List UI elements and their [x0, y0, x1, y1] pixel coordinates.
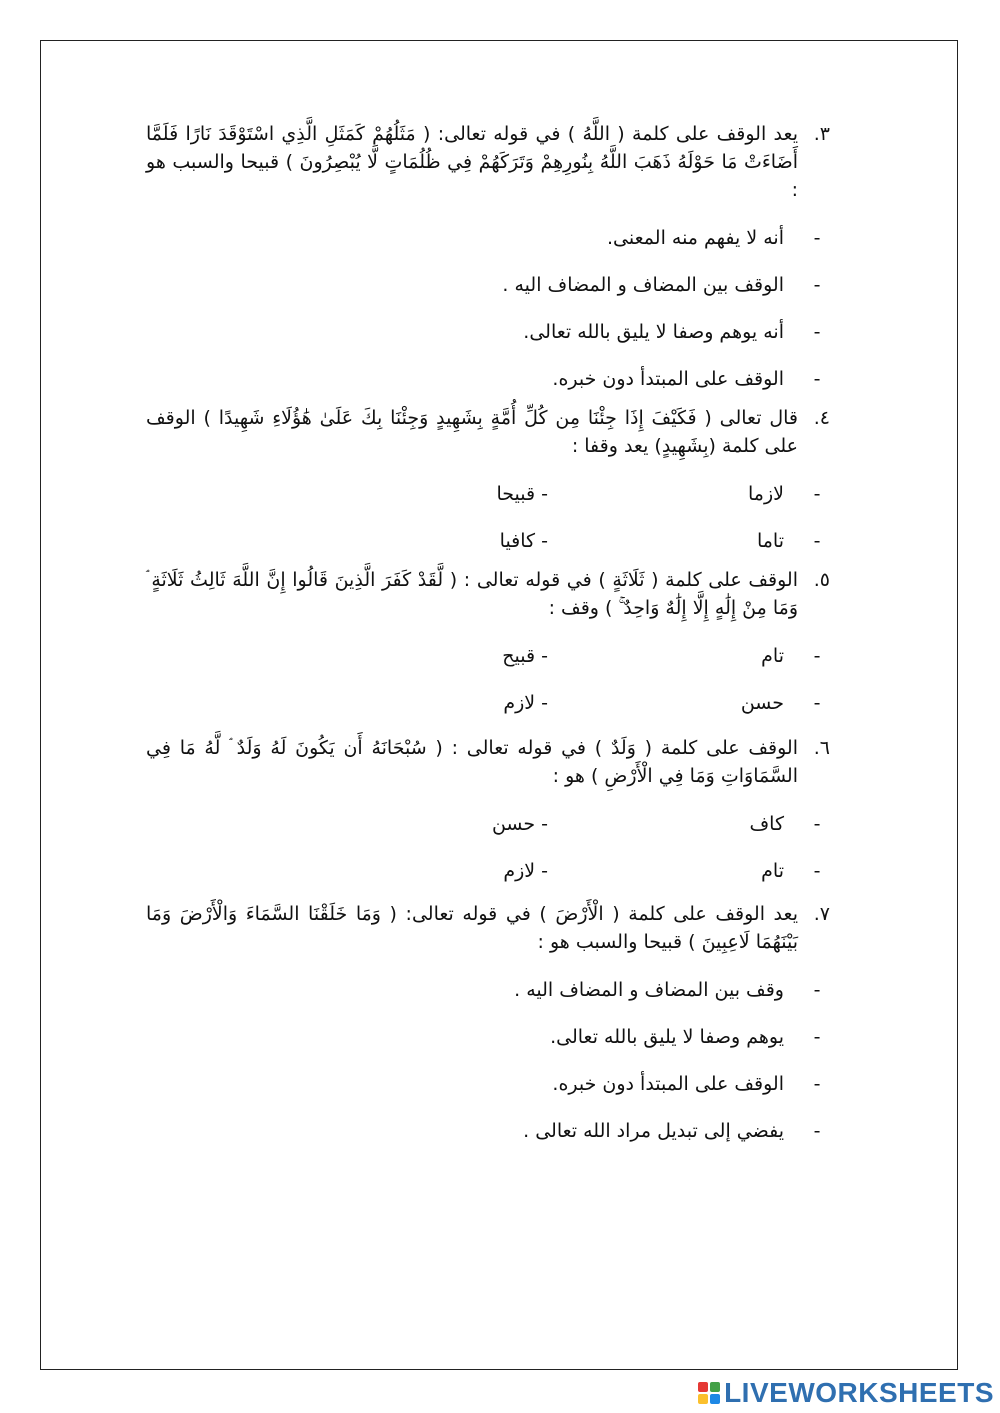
- question-text: يعد الوقف على كلمة ( اللَّهُ ) في قوله تعالى: ( مَثَلُهُمْ كَمَثَلِ الَّذِي اسْتَوْقَدَ نَارًا فَلَمَّا أَضَاءَتْ مَا حَوْلَهُ ذَهَبَ اللَّهُ بِنُورِهِمْ وَتَرَكَهُمْ فِي ظُلُمَاتٍ لَّا يُبْصِرُونَ ) قبيحا والسبب هو :: [146, 123, 798, 201]
- question-3: [146, 120, 830, 204]
- option-text[interactable]: تاما: [756, 529, 784, 552]
- bullet-dash: -: [813, 226, 821, 249]
- bullet-dash: -: [813, 1025, 821, 1048]
- logo-square: [710, 1394, 720, 1404]
- question-number: ٤.: [813, 407, 830, 429]
- logo-square: [710, 1382, 720, 1392]
- bullet-dash: -: [813, 273, 821, 296]
- option-item[interactable]: [146, 308, 830, 355]
- question-text: قال تعالى ( فَكَيْفَ إِذَا جِئْنَا مِن كُلِّ أُمَّةٍ بِشَهِيدٍ وَجِئْنَا بِكَ عَلَىٰ هَٰؤُلَاءِ شَهِيدًا ) الوقف على كلمة (بِشَهِيدٍ) يعد وقفا :: [146, 407, 798, 457]
- option-row: [146, 800, 830, 847]
- option-text[interactable]: كاف: [749, 812, 784, 835]
- option-text[interactable]: تام: [761, 859, 784, 882]
- bullet-dash: -: [813, 482, 821, 505]
- option-item[interactable]: [146, 261, 830, 308]
- question-text: الوقف على كلمة ( وَلَدٌ ) في قوله تعالى : ( سُبْحَانَهُ أَن يَكُونَ لَهُ وَلَدٌ ۘ لَّهُ مَا فِي السَّمَاوَاتِ وَمَا فِي الْأَرْضِ ) هو :: [146, 737, 798, 787]
- option-text[interactable]: لازما: [748, 482, 784, 505]
- liveworksheets-footer[interactable]: [698, 1377, 994, 1409]
- option-text: الوقف بين المضاف و المضاف اليه .: [502, 273, 784, 296]
- question-5: [146, 566, 830, 622]
- option-row: [146, 470, 830, 517]
- option-item[interactable]: [146, 1013, 830, 1060]
- option-text: يوهم وصفا لا يليق بالله تعالى.: [550, 1025, 784, 1048]
- worksheet-content: [146, 120, 830, 1154]
- options-q6: [146, 800, 830, 894]
- bullet-dash: -: [813, 1072, 821, 1095]
- logo-square: [698, 1394, 708, 1404]
- brand-name: LIVEWORKSHEETS: [724, 1377, 994, 1408]
- option-text: يفضي إلى تبديل مراد الله تعالى .: [523, 1119, 784, 1142]
- option-text[interactable]: حسن: [740, 691, 784, 714]
- option-text[interactable]: - لازم: [503, 691, 548, 714]
- question-4: [146, 404, 830, 460]
- option-row: [146, 847, 830, 894]
- option-text: وقف بين المضاف و المضاف اليه .: [514, 978, 784, 1001]
- option-row: [146, 632, 830, 679]
- option-row: [146, 517, 830, 564]
- bullet-dash: -: [813, 978, 821, 1001]
- question-number: ٧.: [813, 903, 830, 925]
- bullet-dash: -: [813, 859, 821, 882]
- question-text: يعد الوقف على كلمة ( الْأَرْضَ ) في قوله تعالى: ( وَمَا خَلَقْنَا السَّمَاءَ وَالْأَرْضَ وَمَا بَيْنَهُمَا لَاعِبِينَ ) قبيحا والسبب هو :: [146, 903, 798, 953]
- option-item[interactable]: [146, 1060, 830, 1107]
- bullet-dash: -: [813, 529, 821, 552]
- options-q4: [146, 470, 830, 564]
- option-text[interactable]: - قبيحا: [496, 482, 548, 505]
- option-text: الوقف على المبتدأ دون خبره.: [552, 367, 784, 390]
- liveworksheets-logo-icon: [698, 1382, 720, 1404]
- options-q5: [146, 632, 830, 726]
- question-7: [146, 900, 830, 956]
- bullet-dash: -: [813, 367, 821, 390]
- option-item[interactable]: [146, 355, 830, 402]
- logo-square: [698, 1382, 708, 1392]
- question-text: الوقف على كلمة ( ثَلَاثَةٍ ) في قوله تعالى : ( لَّقَدْ كَفَرَ الَّذِينَ قَالُوا إِنَّ اللَّهَ ثَالِثُ ثَلَاثَةٍ ۘ وَمَا مِنْ إِلَٰهٍ إِلَّا إِلَٰهٌ وَاحِدٌ ۚ ) وقف :: [146, 569, 798, 619]
- option-item[interactable]: [146, 1107, 830, 1154]
- question-number: ٥.: [813, 569, 830, 591]
- option-text[interactable]: - كافيا: [499, 529, 548, 552]
- bullet-dash: -: [813, 1119, 821, 1142]
- option-text[interactable]: - حسن: [491, 812, 548, 835]
- bullet-dash: -: [813, 644, 821, 667]
- options-q3: [146, 214, 830, 402]
- option-text[interactable]: - قبيح: [502, 644, 548, 667]
- bullet-dash: -: [813, 812, 821, 835]
- option-text: أنه يوهم وصفا لا يليق بالله تعالى.: [523, 320, 784, 343]
- option-item[interactable]: [146, 966, 830, 1013]
- options-q7: [146, 966, 830, 1154]
- question-6: [146, 734, 830, 790]
- bullet-dash: -: [813, 320, 821, 343]
- bullet-dash: -: [813, 691, 821, 714]
- option-row: [146, 679, 830, 726]
- option-text: الوقف على المبتدأ دون خبره.: [552, 1072, 784, 1095]
- option-text: أنه لا يفهم منه المعنى.: [607, 226, 784, 249]
- option-text[interactable]: - لازم: [503, 859, 548, 882]
- question-number: ٣.: [813, 123, 830, 145]
- option-text[interactable]: تام: [761, 644, 784, 667]
- question-number: ٦.: [813, 737, 830, 759]
- option-item[interactable]: [146, 214, 830, 261]
